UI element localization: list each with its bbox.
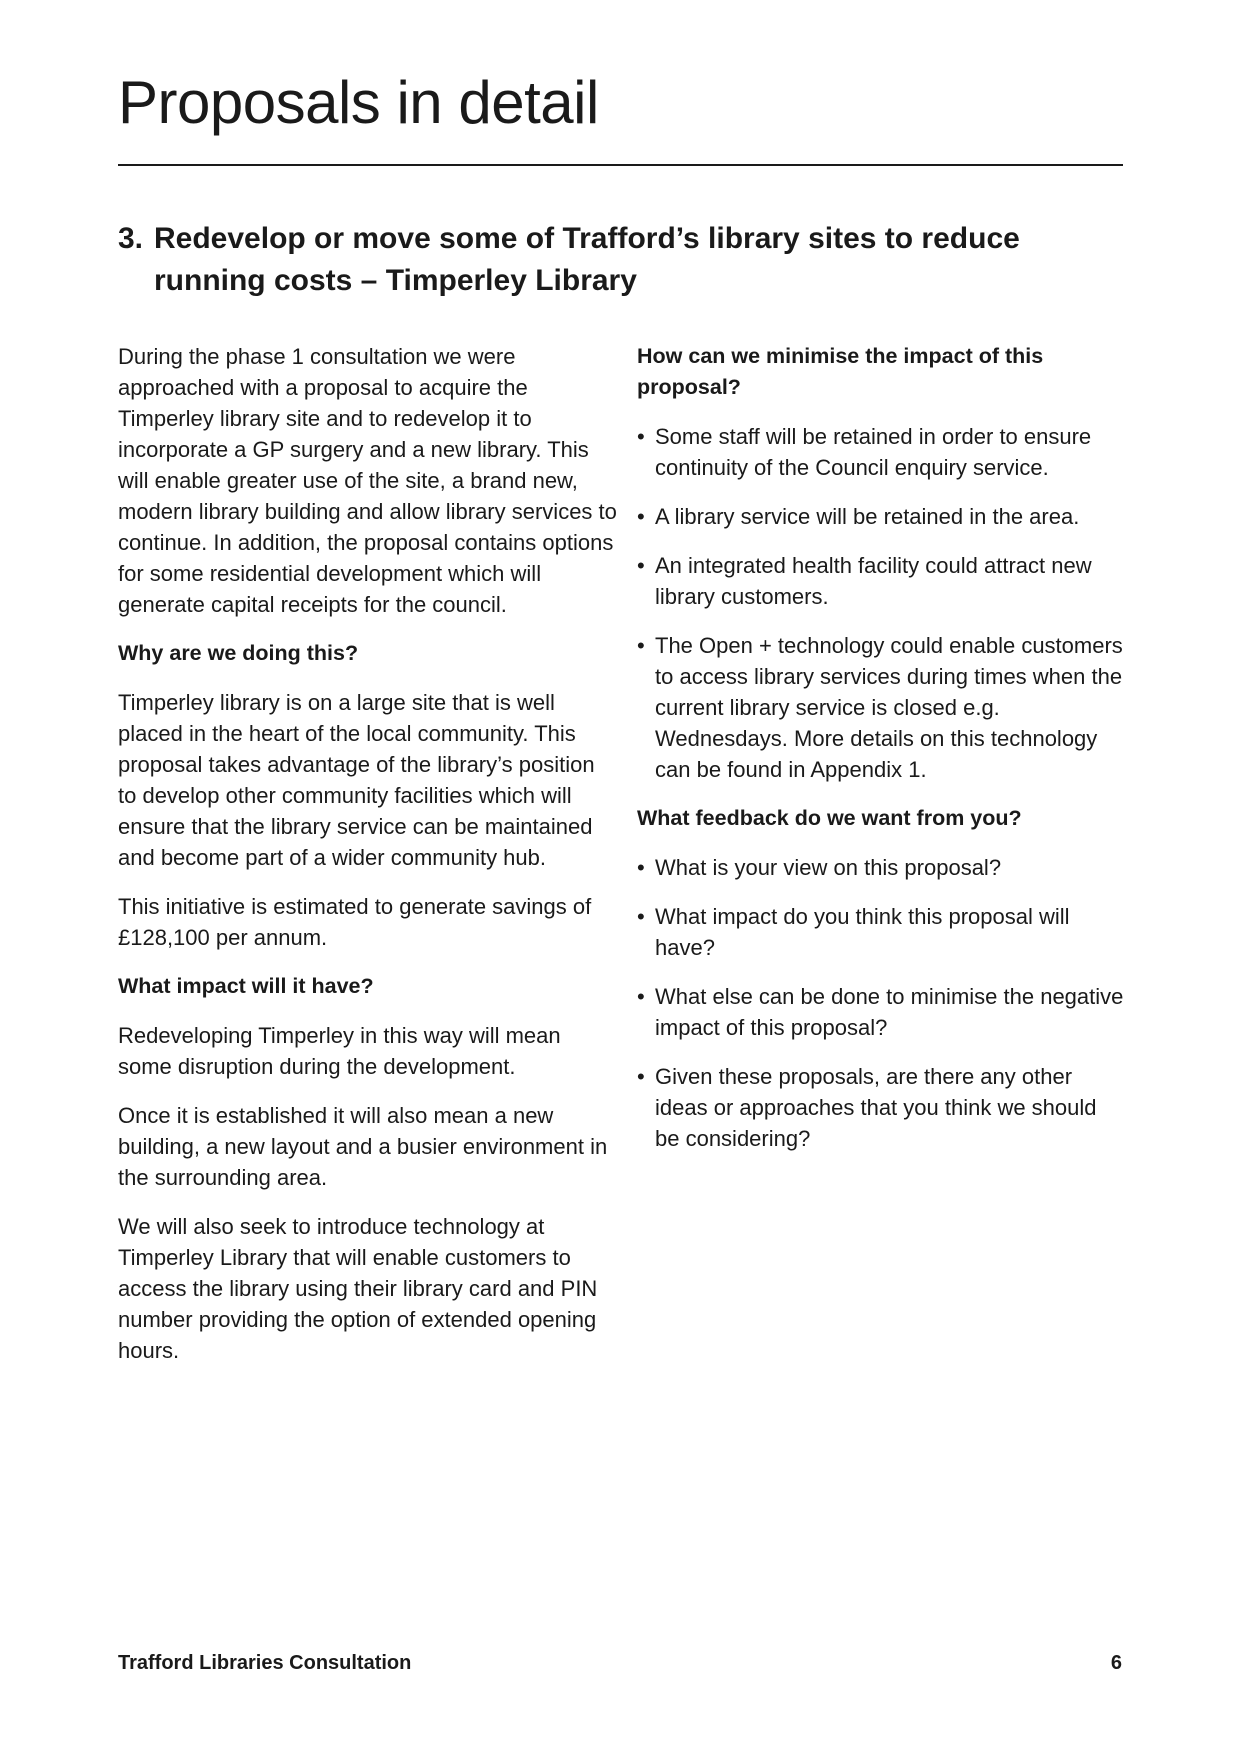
page-number: 6 — [1110, 1652, 1122, 1674]
bullet-icon: • — [637, 984, 645, 1009]
right-column — [637, 341, 1127, 1172]
title-divider — [118, 164, 1123, 166]
list-item-text: Given these proposals, are there any other ideas or approaches that you think we should be considering? — [655, 1064, 1097, 1151]
why-heading: Why are we doing this? — [118, 641, 359, 665]
list-item-text: What else can be done to minimise the negative impact of this proposal? — [655, 984, 1124, 1040]
why-paragraph-2: This initiative is estimated to generate savings of £128,100 per annum. — [118, 894, 592, 950]
why-paragraph-1: Timperley library is on a large site that is well placed in the heart of the local community. This proposal takes advantage of the library’s position to develop other community facilities which will ensure that the library service can be maintained and become part of a wider community hub. — [118, 690, 595, 870]
feedback-heading: What feedback do we want from you? — [637, 806, 1022, 830]
bullet-icon: • — [637, 1064, 645, 1089]
bullet-icon: • — [637, 504, 645, 529]
intro-paragraph: During the phase 1 consultation we were approached with a proposal to acquire the Timperley library site and to redevelop it to incorporate a GP surgery and a new library. This will enable greater use of the site, a brand new, modern library building and allow library services to continue. In addition, the proposal contains options for some residential development which will generate capital receipts for the council. — [118, 344, 617, 617]
impact-paragraph-1: Redeveloping Timperley in this way will mean some disruption during the development. — [118, 1023, 561, 1079]
bullet-icon: • — [637, 633, 645, 658]
list-item — [637, 1061, 1127, 1154]
list-item-text: What is your view on this proposal? — [655, 855, 1002, 880]
left-column — [118, 341, 618, 1384]
page-title: Proposals in detail — [118, 69, 599, 136]
list-item-text: The Open + technology could enable customers to access library services during times when the current library service is closed e.g. Wednesdays. More details on this technology can be found in Appendix 1. — [655, 633, 1123, 782]
list-item — [637, 421, 1127, 483]
list-item — [637, 852, 1127, 883]
section-number: 3. — [118, 222, 144, 255]
minimise-heading: How can we minimise the impact of this proposal? — [637, 344, 1044, 399]
feedback-list — [637, 852, 1127, 1154]
list-item — [637, 901, 1127, 963]
impact-paragraph-2: Once it is established it will also mean a new building, a new layout and a busier environment in the surrounding area. — [118, 1103, 608, 1190]
bullet-icon: • — [637, 553, 645, 578]
bullet-icon: • — [637, 855, 645, 880]
minimise-list — [637, 421, 1127, 785]
list-item — [637, 630, 1127, 785]
list-item-text: Some staff will be retained in order to ensure continuity of the Council enquiry service. — [655, 424, 1092, 480]
list-item — [637, 981, 1127, 1043]
section-heading — [118, 218, 1118, 302]
impact-paragraph-3: We will also seek to introduce technology at Timperley Library that will enable customers to access the library using their library card and PIN number providing the option of extended opening hours. — [118, 1214, 598, 1363]
list-item-text: An integrated health facility could attract new library customers. — [655, 553, 1092, 609]
section-title: Redevelop or move some of Trafford’s library sites to reduce running costs – Timperley Library — [154, 222, 1020, 297]
bullet-icon: • — [637, 904, 645, 929]
footer-title: Trafford Libraries Consultation — [118, 1652, 412, 1674]
list-item-text: What impact do you think this proposal will have? — [655, 904, 1070, 960]
list-item — [637, 501, 1127, 532]
bullet-icon: • — [637, 424, 645, 449]
list-item-text: A library service will be retained in the area. — [655, 504, 1080, 529]
impact-heading: What impact will it have? — [118, 974, 374, 998]
list-item — [637, 550, 1127, 612]
